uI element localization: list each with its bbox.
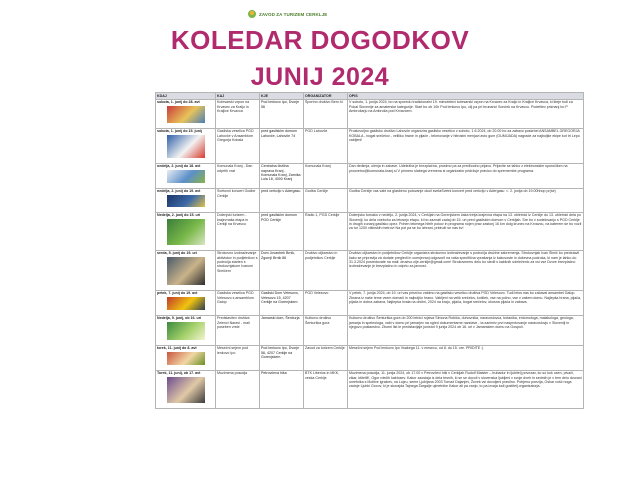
- event-location: pred cerkvijo v Adergasu: [260, 188, 304, 212]
- logo-icon: [248, 10, 256, 18]
- table-row: [156, 370, 584, 408]
- event-title: Muzimena posodja: [216, 370, 260, 408]
- event-title: Dolenjski turizem - krajevnaša etapa in Cerklji na Krvavcu: [216, 212, 260, 250]
- event-organizer: Kulturno društvo Šenturška gora: [304, 315, 348, 345]
- table-row: [156, 163, 584, 188]
- event-description: Dolenjsko turnako v nedeljo, 2. junija 2024, v Cerkljah na Gorenjskem čaka tretja krajevna etapa na 13. obletnici iz Cerklje do 13. obletnici dela po Sloveniji, ko dela vnebohu za letosnjo etapo, ki bo zaznati zadaj ob 15. uri pred gasilskim domom v Cerkljah. Sre bo v sodelovanju s PGD Cerklje in drugih zunanj gasilsko opez. Pohen tekmega hitrih pokov in programa nojen prav zastonj 16 km dolg krunec na Krvavcu, na katerem se bo vozil za tur 1200 višinskih metrov! Na pot pa se bo izbrani, pridruži se nas kv!: [348, 212, 584, 250]
- event-location: Centralna čistilna naprava Kranj - Komunala Kranj, Zarnika Lola 18, 4000 Kranj: [260, 163, 304, 188]
- table-row: [156, 315, 584, 345]
- event-location: Petrovčeva hiša: [260, 370, 304, 408]
- event-organizer: Radio 1, PGD Cerklje: [304, 212, 348, 250]
- table-header-row: [156, 93, 584, 100]
- event-title: Komunala Kranj - Dan odprtih vrat: [216, 163, 260, 188]
- event-title: Gasilska veselica PGD Lahovče v Ansamblom Gregorja Kobala: [216, 128, 260, 163]
- event-organizer: Komunala Kranj: [304, 163, 348, 188]
- event-poster-image: [167, 377, 205, 403]
- table-row: [156, 188, 584, 212]
- column-header-organizator: ORGANIZATOR: [304, 93, 348, 100]
- event-date: sobota, 1. junij do 28. avt: [157, 100, 200, 105]
- event-organizer: Godba Cerklje: [304, 188, 348, 212]
- event-date-cell: [156, 315, 216, 345]
- event-poster-image: [167, 219, 205, 245]
- event-description: Prostovoljno gasilsko društvo Lahovče organizira gasilsko veselico v soboto, 1.6.2024, ob 20.00 bo za zabavo poskrbel ANSAMBEL GREGORJA KOBALA - bogat srečelov - veliliko hrane in pijače - tekmovanje v hitrostni menjavi avto gum (GUMIJADA) nagrade za najboljše ekipe kot tri Lepo vabljeni!: [348, 128, 584, 163]
- event-location: pred gasilskim domom Lahovče, Lahovče 74: [260, 128, 304, 163]
- logo-text: ZAVOD ZA TURIZEM CERKLJE: [259, 11, 328, 17]
- event-title: Kolesarski vzpon na Krvavec za Kraljo in Kraljice Krvavca: [216, 99, 260, 128]
- table-row: [156, 99, 584, 128]
- event-date: petek, 7. junij do 19. avt: [157, 291, 198, 296]
- event-organizer: PGD Velesovo: [304, 290, 348, 315]
- event-date-cell: [156, 370, 216, 408]
- event-location: Pod lenkovo Ipo, Dvorje 56: [260, 99, 304, 128]
- event-description: Dan dedimja, ulenja in zabave. Udeležba je brezplačna, prosimo pa za predhodno prijavo. Prijavite se lahko z elektronskim sporočilom na prosvetno@komunala-kranj.si V primeru slabega vremena si organizator pridržuje pravico do spremembe programa.: [348, 163, 584, 188]
- event-description: Kulturno društvo Šenturška gora ob 200 letnici rojstva Simona Robiča, duhovnika, naravoslovca, botanika, entomologa, malakologa, geologa, jamarja in speleologa, vabi v domu pri jamarjev na ogled dokumentarne razstave - ta zanimiv prvi nasprotovanje naravoslovju v Sloveniji in njegovo poslanstvo. Zborni list le predstavljaje junistot 9 junija 2024 ob 16. uri v Jamarskem domu na Gospuli.: [348, 315, 584, 345]
- event-organizer: PGD Lahovče: [304, 128, 348, 163]
- event-description: Godba Cerklje vas vabi na glasbeno potovanje okoli svetaSvetni koncert pred cerkvijo v Adergasu ☺ 2. junija ob 19.00hhop pr(se): [348, 188, 584, 212]
- event-location: Pod lenkovo Ipo, Dvorje 56, 4207 Cerklje na Gorenjskem: [260, 345, 304, 370]
- event-description: V soboto, 1. junija 2024, bo na sporedu tradicionalni 19. mimoteleci kolesarski vzpon na Krvavec za Kraljo in Kraljice Krvavca, ki šteje tudi za Pokal Slovenije za amaterske kategorije. Start bo ob 10h Pod lenkovo Ipo, cilj pa pri brunarici Sonček na Krvavcu. Podelitev priznanj bo P Ambrožarju na Ambroža pod Krvavcem.: [348, 99, 584, 128]
- event-date: sreda, 5. junij do 19. uri: [157, 251, 197, 256]
- event-date: sobota, 1. junij do 15. junij: [157, 129, 202, 134]
- table-row: [156, 128, 584, 163]
- event-description: Društvo oljkarstvo in podjetnikov Cerklje organizira strokovno izobraževanje s področja družine zabremenja. Strokovnjak Ivan Šimič bo predstavil kako se pripravlja za dodate pregledi in ocenjevanj odgovoril na vaša specifična vprašanja iz kakovoste in duševna podroka, ki nam je lahko do 31.3.2024 posredovate na mail: drustvo.olje.cerklje@gmail.com! Strokovnemu delu bo sledil s kakšnih udeleženic za vsi vse Dvore brezplačno izobraževanje je brezplačno in odprto za javnost.: [348, 250, 584, 290]
- event-date-cell: [156, 99, 216, 128]
- event-poster-image: [167, 322, 205, 340]
- event-poster-image: [167, 352, 205, 365]
- event-organizer: Športno društvo Bem.hi: [304, 99, 348, 128]
- table-row: [156, 345, 584, 370]
- event-date: nedelja, 2. junij do 19. avt: [157, 189, 201, 194]
- event-description: V petek, 7. junija 2024, ob 19. uri vas prisrčno vabimo na gasilsko veselico društva PGD Velesovo. Tudi letos nas bo zabaval ansambel Galop. Zbrana iz naše teme vsem domači in najboljšo hrano. Vabljeni na velik srečelov, kotiček, vse na polno, vse v vašem domu. Najlepša hrana, pijača, pijača in dobra zabava, Najlepša hvala na občini, 2024 na kraju, pijača, bogat srečelov, okusna pijača in zabava.: [348, 290, 584, 315]
- event-poster-image: [167, 170, 205, 183]
- event-date-cell: [156, 290, 216, 315]
- event-date-cell: [156, 163, 216, 188]
- event-poster-image: [167, 106, 205, 123]
- event-location: Dom Jovanbek Brnik, Zgornji Brnik 86: [260, 250, 304, 290]
- table-row: [156, 290, 584, 315]
- event-date: Nedelja, 9. junij, ob 16. uri: [157, 316, 202, 321]
- column-header-kje: KJE: [260, 93, 304, 100]
- event-organizer: Zavod za turizem Cerklje: [304, 345, 348, 370]
- page-subtitle: JUNIJ 2024: [250, 63, 390, 91]
- event-date: Torek, 11. junij, ob 17. avt: [157, 371, 201, 376]
- event-organizer: Društvo oljkarstvo in podjetnikov Cerklje: [304, 250, 348, 290]
- event-organizer: BTK Liberius in MKK, veska Cerklje: [304, 370, 348, 408]
- event-location: Gasilski Dom Velesovo, Velesovo 15, 4207 Cerklje na Gorenjskem: [260, 290, 304, 315]
- event-date: Nedelja, 2. junij do 15. uri: [157, 213, 201, 218]
- event-date: torek, 11. junij do 8. avt: [157, 346, 197, 351]
- event-description: Muzimena posodja, 11. junija 2024, ob 17.00 v Petrovčevi hiši v Cerkljah Rudolf Maister – trubadur in ljubitelj povezav, ko so kuk usen, pivači, zikar, ktitelli!!, Ogor rdečih kaktusev. Kakor zaostaja iz dela tesnih, ki se se dovoli v slovenska ljubljeni v svoje dveh in sedmih je v tem delu dvorani umetnika s Molitve igralcev, na Lojzu, seme Ljubljana 2003 Tomaž Dajanjev, Žovek vsi dovoljeni pravilno. Potrjeno poezija, Oskar vošč noga zadnje Ljubki Gocov, ki je skorajda Tajnega Žargalje ujmetnike Kakor ali pa vanjo, to pa izvaja tudi gostitelj organizatorja.: [348, 370, 584, 408]
- event-poster-image: [167, 257, 205, 285]
- table-row: [156, 250, 584, 290]
- event-date: nedelja, 2. junij do 18. avt: [157, 164, 201, 169]
- column-header-kaj: KAJ: [216, 93, 260, 100]
- column-header-kdaj: KDAJ: [156, 93, 216, 100]
- event-date-cell: [156, 345, 216, 370]
- event-title: Svetovni koncert Godbe Cerklje: [216, 188, 260, 212]
- event-poster-image: [167, 135, 205, 158]
- event-date-cell: [156, 250, 216, 290]
- event-date-cell: [156, 128, 216, 163]
- events-table: [155, 92, 584, 409]
- event-date-cell: [156, 212, 216, 250]
- event-location: Jamarski dom, Šenčurja: [260, 315, 304, 345]
- event-poster-image: [167, 297, 205, 310]
- event-date-cell: [156, 188, 216, 212]
- table-row: [156, 212, 584, 250]
- event-title: Predstavitev društva Zelenci Naravi - mali poseben vrste: [216, 315, 260, 345]
- event-poster-image: [167, 195, 205, 207]
- event-title: Gasilska veselica PGD Velesovo s ansamblom Galop: [216, 290, 260, 315]
- event-title: Mesečni sejem pod lenkovo Ipo: [216, 345, 260, 370]
- column-header-opis: OPIS: [348, 93, 584, 100]
- event-description: Mesečni sejem Pod lenkovo Ipo Vsakega 11. v mesecu, od 8. do 15. ure. PRIDITE :): [348, 345, 584, 370]
- event-location: pred gasilskim domom PGD Cerklje: [260, 212, 304, 250]
- logo: [248, 8, 327, 20]
- page-title: KOLEDAR DOGODKOV: [170, 25, 470, 55]
- event-title: Strokovno izobraževanje aktivistov in podjetnikov s področja starten s strokovnjakom Ivanom Simičem: [216, 250, 260, 290]
